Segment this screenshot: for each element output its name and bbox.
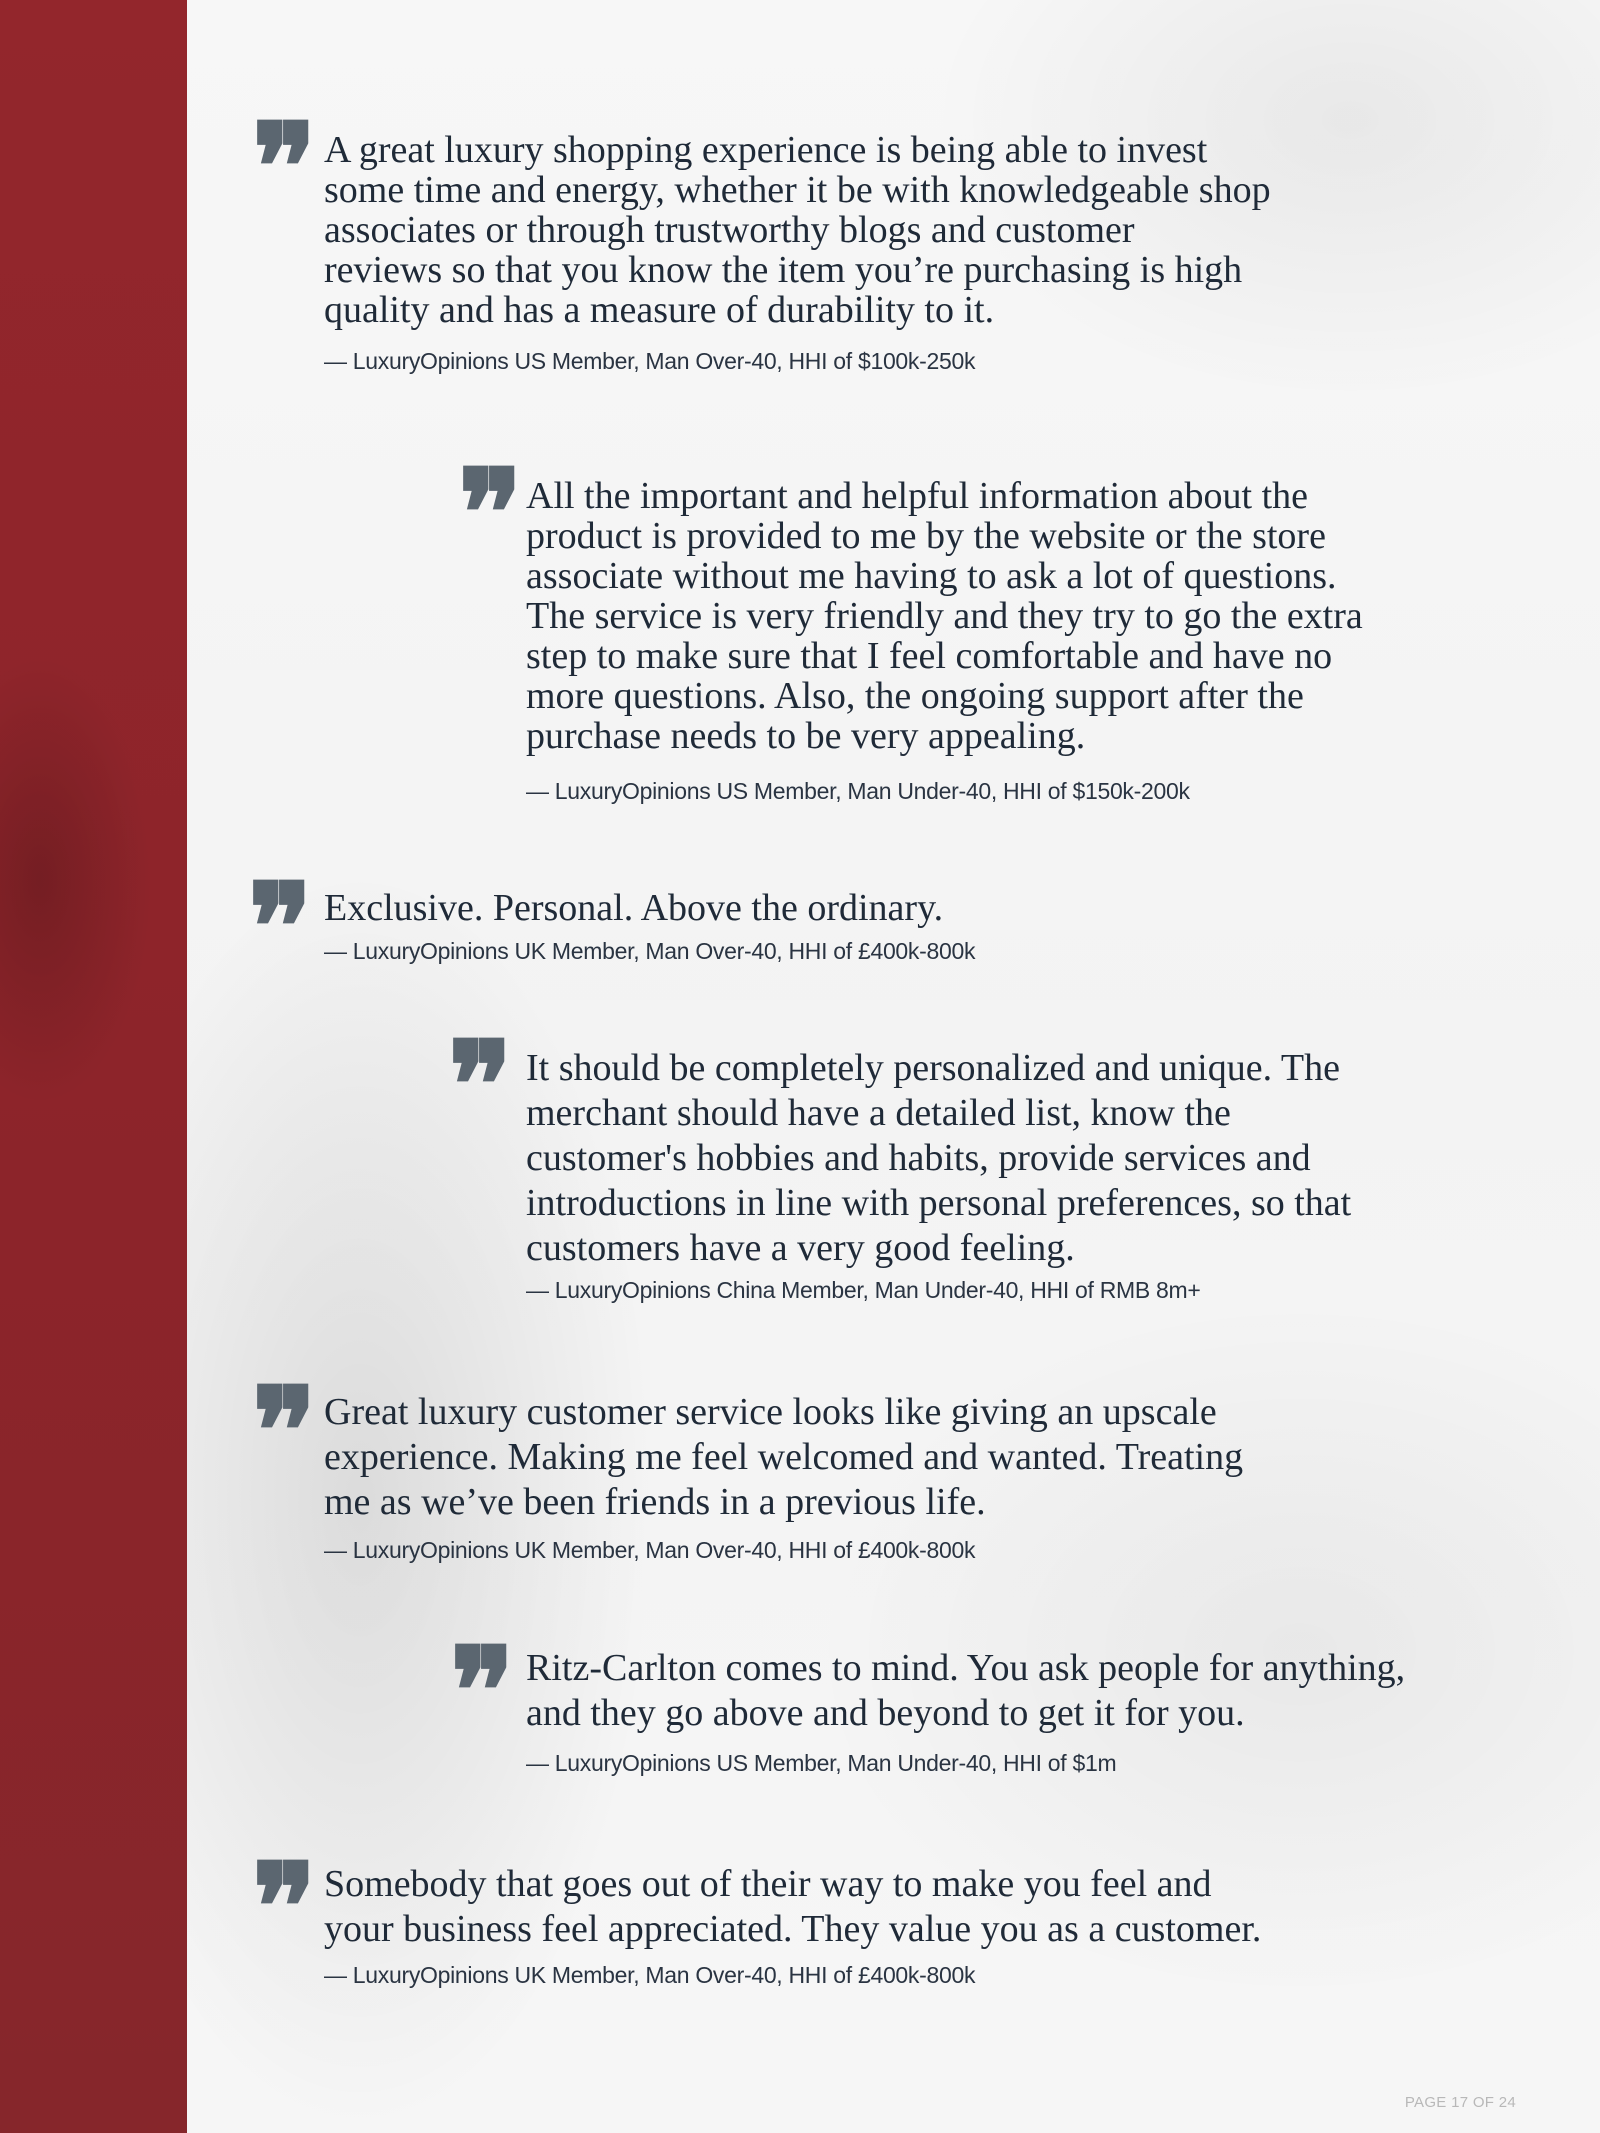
quote-mark-icon: ❞ [448,1015,505,1156]
quote-attribution: — LuxuryOpinions China Member, Man Under-40, HHI of RMB 8m+ [526,1277,1201,1303]
quote-mark-icon: ❞ [458,443,515,584]
quote-mark-icon: ❞ [450,1621,507,1762]
quote-text: A great luxury shopping experience is being able to invest some time and energy, whether it be with knowledgeable shop associates or through trustworthy blogs and customer reviews so that you know the item you’re purchasing is high quality and has a measure of durability to it. [324,129,1271,331]
quote-text: Somebody that goes out of their way to make you feel and your business feel appreciated. They value you as a customer. [324,1863,1262,1950]
quote-block-3 [248,857,1508,998]
left-red-band [0,0,187,2133]
quote-attribution: — LuxuryOpinions US Member, Man Under-40, HHI of $150k-200k [526,778,1190,804]
quote-mark-icon: ❞ [252,1361,309,1502]
quote-attribution: — LuxuryOpinions UK Member, Man Over-40, HHI of £400k-800k [324,938,976,964]
quote-mark-icon: ❞ [248,857,305,998]
quote-block-4 [448,1015,1578,1303]
quote-block-5 [252,1361,1512,1563]
quote-attribution: — LuxuryOpinions US Member, Man Over-40, HHI of $100k-250k [324,348,976,374]
page-number: PAGE 17 OF 24 [1404,2094,1516,2111]
quote-mark-icon: ❞ [252,97,309,238]
quote-attribution: — LuxuryOpinions US Member, Man Under-40, HHI of $1m [526,1750,1117,1776]
quote-attribution: — LuxuryOpinions UK Member, Man Over-40, HHI of £400k-800k [324,1537,976,1563]
quote-text: It should be completely personalized and unique. The merchant should have a detailed list, know the customer's hobbies and habits, provide services and introductions in line with personal preferences, so that customers have a very good feeling. [526,1047,1352,1269]
quote-block-6 [450,1621,1590,1776]
quote-block-2 [458,443,1578,804]
quote-block-1 [252,97,1518,374]
quote-text: All the important and helpful information about the product is provided to me by the website or the store associate without me having to ask a lot of questions. The service is very friendly and they try to go the extra step to make sure that I feel comfortable and have no more questions. Also, the ongoing support after the purchase needs to be very appealing. [526,475,1363,757]
quote-block-7 [252,1837,1552,1988]
quote-text: Great luxury customer service looks like giving an upscale experience. Making me feel welcomed and wanted. Treating me as we’ve been friends in a previous life. [324,1391,1244,1523]
quote-text: Exclusive. Personal. Above the ordinary. [324,887,944,929]
quote-attribution: — LuxuryOpinions UK Member, Man Over-40, HHI of £400k-800k [324,1962,976,1988]
quote-text: Ritz-Carlton comes to mind. You ask people for anything, and they go above and beyond to get it for you. [526,1647,1406,1734]
quote-mark-icon: ❞ [252,1837,309,1978]
